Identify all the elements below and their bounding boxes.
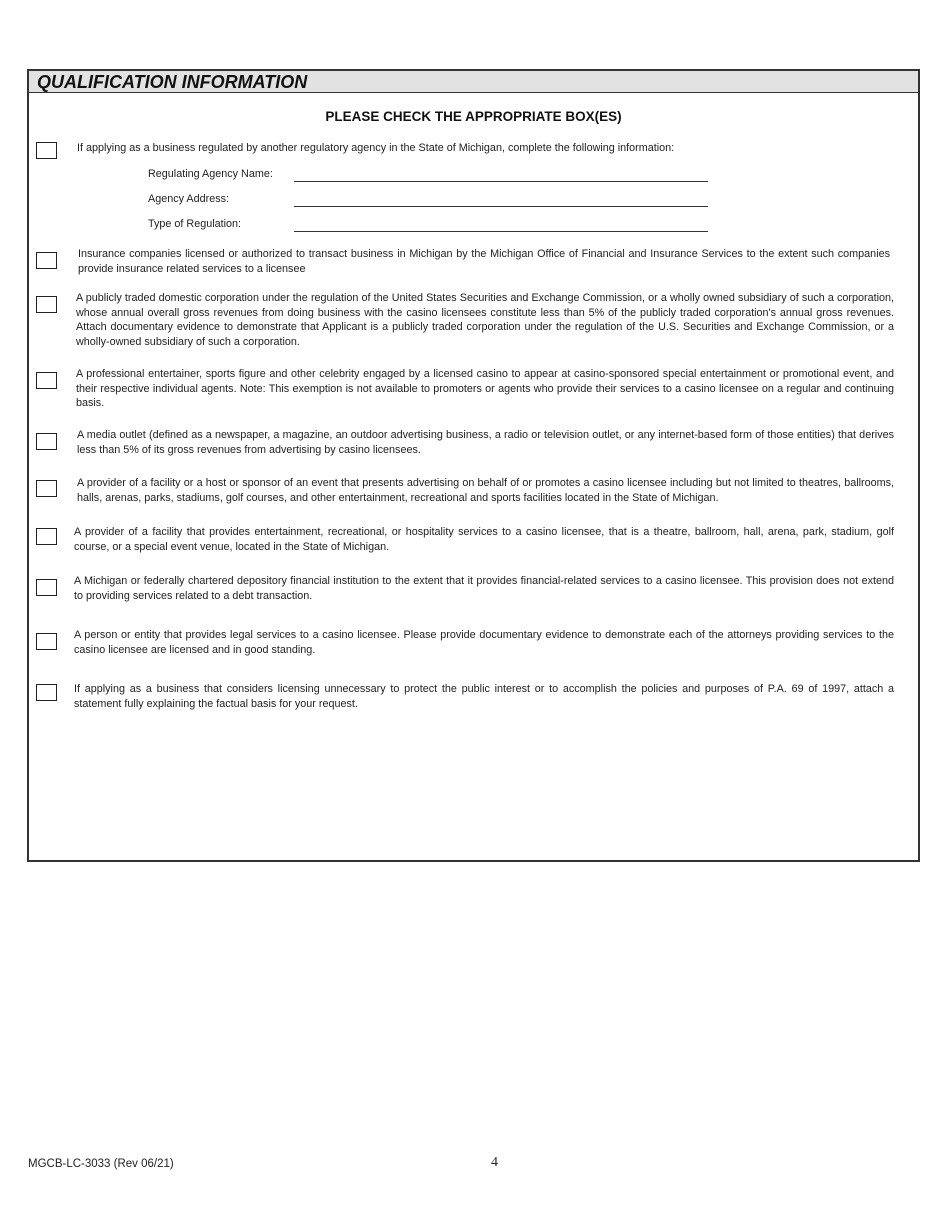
checkbox-insurance-companies[interactable] <box>36 252 57 269</box>
item-text-legal-services: A person or entity that provides legal services to a casino licensee. Please provide documentary evidence to demonstrate each of the attorneys providing services to the casino licensee are licensed and in good standing. <box>74 629 894 656</box>
section-title: QUALIFICATION INFORMATION <box>29 71 918 93</box>
checkbox-financial-institution[interactable] <box>36 579 57 596</box>
qualification-section <box>27 69 920 862</box>
item-text-facility-event-provider: A provider of a facility or a host or sponsor of an event that presents advertising on behalf of or promotes a casino licensee including but not limited to theatres, ballrooms, halls, arenas, parks, stadiums, golf courses, and other entertainment, recreational and sports facilities located in the State of Michigan. <box>77 477 894 504</box>
checkbox-regulated-business[interactable] <box>36 142 57 159</box>
section-subtitle: PLEASE CHECK THE APPROPRIATE BOX(ES) <box>325 109 622 124</box>
item-text-regulated-business: If applying as a business regulated by another regulatory agency in the State of Michigan, complete the following information: <box>77 142 675 154</box>
page-number: 4 <box>491 1155 498 1170</box>
agency-address-label: Agency Address: <box>148 193 230 205</box>
item-text-licensing-unnecessary: If applying as a business that considers licensing unnecessary to protect the public interest or to accomplish the policies and purposes of P.A. 69 of 1997, attach a statement fully explaining the factual basis for your request. <box>74 683 894 710</box>
item-text-publicly-traded-corporation: A publicly traded domestic corporation under the regulation of the United States Securities and Exchange Commission, or a wholly owned subsidiary of such a corporation, whose annual overall gross revenues from doing business with the casino licensees constitute less than 5% of the publicly traded corporation's annual gross revenues. Attach documentary evidence to demonstrate that Applicant is a publicly traded corporation under the regulation of the U.S. Securities and Exchange Commission, or a wholly-owned subsidiary of such a corporation. <box>76 292 894 348</box>
item-text-professional-entertainer: A professional entertainer, sports figure and other celebrity engaged by a licensed casino to appear at casino-sponsored special entertainment or promotional event, and their respective individual agents. Note: This exemption is not available to promoters or agents who provide their services to a casino licensee on a regular and continuing basis. <box>76 368 894 409</box>
item-text-media-outlet: A media outlet (defined as a newspaper, a magazine, an outdoor advertising business, a radio or television outlet, or any internet-based form of those entities) that derives less than 5% of its gross revenues from advertising by casino licensees. <box>77 429 894 456</box>
checkbox-professional-entertainer[interactable] <box>36 372 57 389</box>
checkbox-media-outlet[interactable] <box>36 433 57 450</box>
checkbox-licensing-unnecessary[interactable] <box>36 684 57 701</box>
regulating-agency-name-field[interactable] <box>294 181 708 182</box>
checkbox-hospitality-facility-provider[interactable] <box>36 528 57 545</box>
checkbox-legal-services[interactable] <box>36 633 57 650</box>
item-text-hospitality-facility-provider: A provider of a facility that provides entertainment, recreational, or hospitality services to a casino licensee, that is a theatre, ballroom, hall, arena, park, stadium, golf course, or a special event venue, located in the State of Michigan. <box>74 526 894 553</box>
item-text-financial-institution: A Michigan or federally chartered depository financial institution to the extent that it provides financial-related services to a casino licensee. This provision does not extend to providing services related to a debt transaction. <box>74 575 894 602</box>
item-text-insurance-companies: Insurance companies licensed or authorized to transact business in Michigan by the Michigan Office of Financial and Insurance Services to the extent such companies provide insurance related services to a licensee <box>78 248 890 275</box>
form-number: MGCB-LC-3033 (Rev 06/21) <box>28 1158 174 1170</box>
type-of-regulation-label: Type of Regulation: <box>148 218 242 230</box>
checkbox-facility-event-provider[interactable] <box>36 480 57 497</box>
regulating-agency-name-label: Regulating Agency Name: <box>148 168 273 180</box>
type-of-regulation-field[interactable] <box>294 231 708 232</box>
agency-address-field[interactable] <box>294 206 708 207</box>
checkbox-publicly-traded-corporation[interactable] <box>36 296 57 313</box>
